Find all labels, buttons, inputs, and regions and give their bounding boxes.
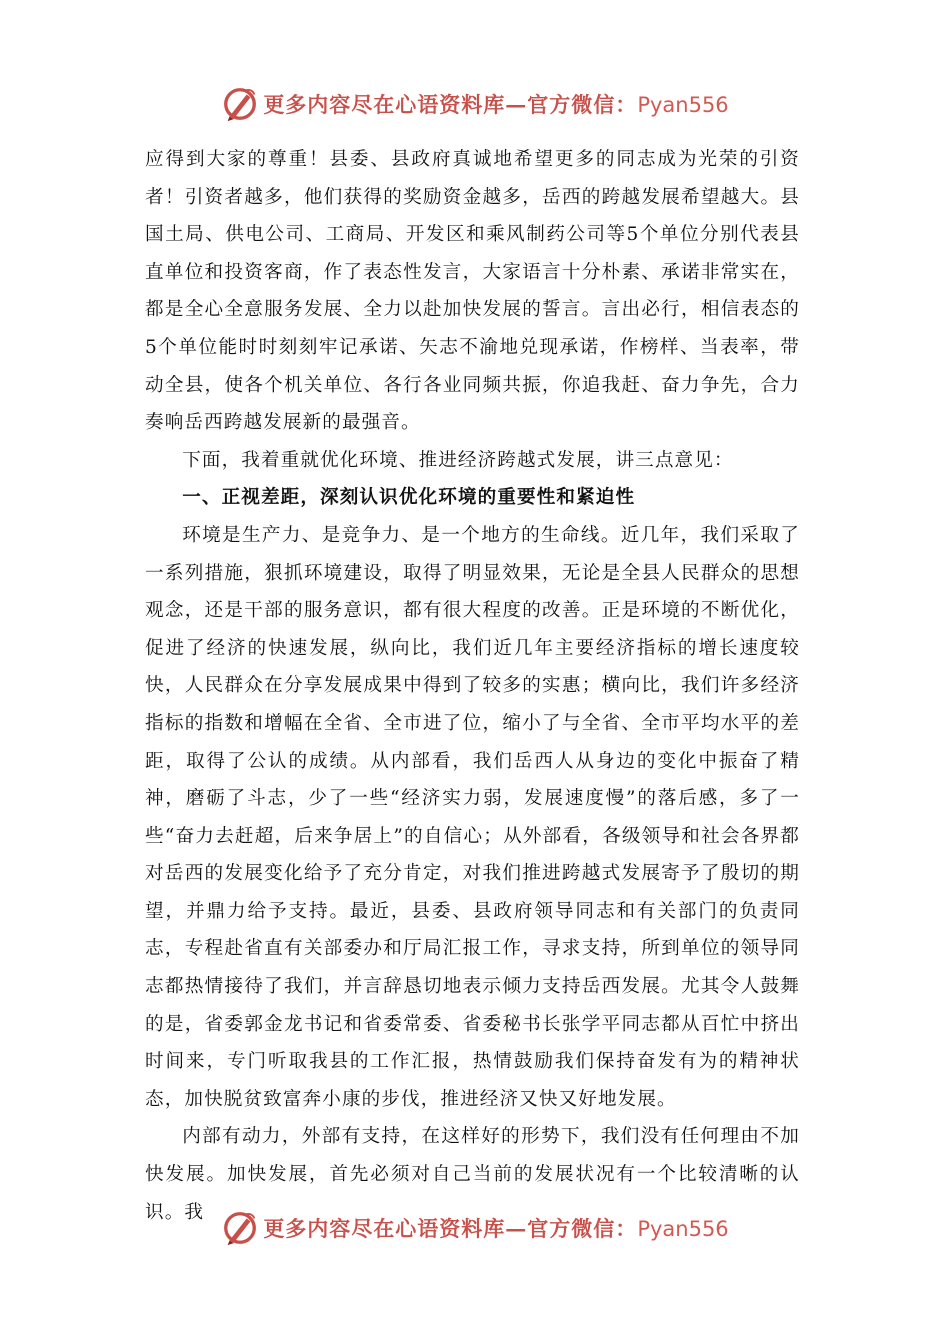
pen-seal-logo-icon: [221, 85, 259, 123]
paragraph: 应得到大家的尊重！县委、县政府真诚地希望更多的同志成为光荣的引资者！引资者越多，他们获得的奖励资金越多，岳西的跨越发展希望越大。县国土局、供电公司、工商局、开发区和乘风制药公司等5个单位分别代表县直单位和投资客商，作了表态性发言，大家语言十分朴素、承诺非常实在，都是全心全意服务发展、全力以赴加快发展的誓言。言出必行，相信表态的5个单位能时时刻刻牢记承诺、矢志不渝地兑现承诺，作榜样、当表率，带动全县，使各个机关单位、各行各业同频共振，你追我赶、奋力争先，合力奏响岳西跨越发展新的最强音。: [145, 149, 800, 434]
banner-text: 更多内容尽在心语资料库—官方微信：Pyan556: [263, 92, 729, 117]
paragraph: 下面，我着重就优化环境、推进经济跨越式发展，讲三点意见：: [182, 449, 734, 471]
document-body: [145, 141, 800, 1231]
banner-text: 更多内容尽在心语资料库—官方微信：Pyan556: [263, 1216, 729, 1241]
paragraph: 环境是生产力、是竞争力、是一个地方的生命线。近几年，我们采取了一系列措施，狠抓环境建设，取得了明显效果，无论是全县人民群众的思想观念，还是干部的服务意识，都有很大程度的改善。正是环境的不断优化，促进了经济的快速发展，纵向比，我们近几年主要经济指标的增长速度较快，人民群众在分享发展成果中得到了较多的实惠；横向比，我们许多经济指标的指数和增幅在全省、全市进了位，缩小了与全省、全市平均水平的差距，取得了公认的成绩。从内部看，我们岳西人从身边的变化中振奋了精神，磨砺了斗志，少了一些“经济实力弱，发展速度慢”的落后感，多了一些“奋力去赶超，后来争居上”的自信心；从外部看，各级领导和社会各界都对岳西的发展变化给予了充分肯定，对我们推进跨越式发展寄予了殷切的期望，并鼎力给予支持。最近，县委、县政府领导同志和有关部门的负责同志，专程赴省直有关部委办和厅局汇报工作，寻求支持，所到单位的领导同志都热情接待了我们，并言辞恳切地表示倾力支持岳西发展。尤其令人鼓舞的是，省委郭金龙书记和省委常委、省委秘书长张学平同志都从百忙中挤出时间来，专门听取我县的工作汇报，热情鼓励我们保持奋发有为的精神状态，加快脱贫致富奔小康的步伐，推进经济又快又好地发展。: [145, 524, 800, 1110]
section-heading: 一、正视差距，深刻认识优化环境的重要性和紧迫性: [182, 487, 636, 509]
wechat-id: Pyan556: [637, 93, 729, 117]
footer-banner: [0, 1208, 950, 1248]
paragraph: 内部有动力，外部有支持，在这样好的形势下，我们没有任何理由不加快发展。加快发展，首先必须对自己当前的发展状况有一个比较清晰的认识。我: [145, 1126, 800, 1223]
pen-seal-logo-icon: [221, 1209, 259, 1247]
wechat-id: Pyan556: [637, 1217, 729, 1241]
header-banner: [0, 84, 950, 124]
